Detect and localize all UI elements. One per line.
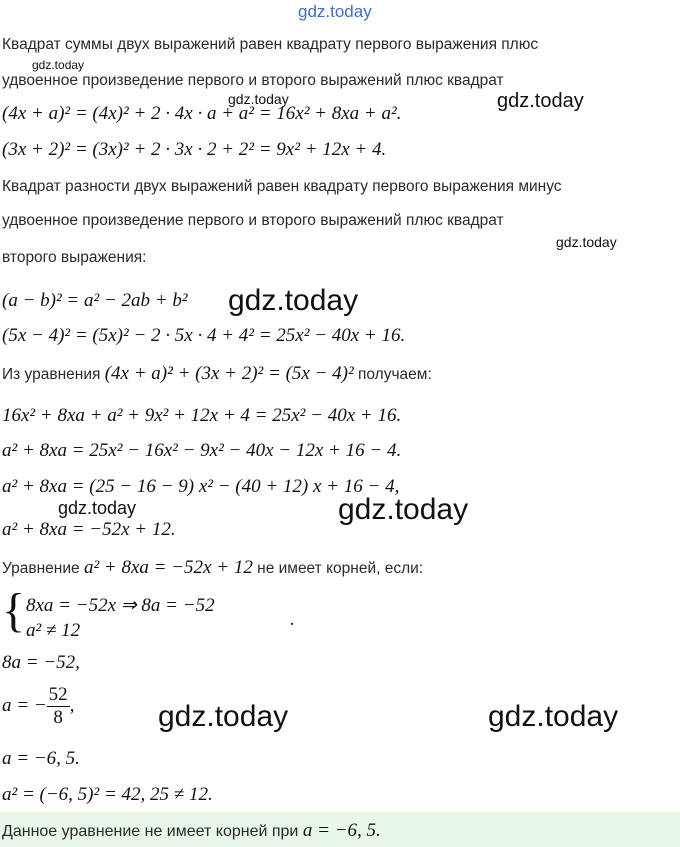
from-eq-math: (4x + a)² + (3x + 2)² = (5x − 4)² bbox=[104, 363, 354, 384]
text-line: Квадрат суммы двух выражений равен квадрату первого выражения плюс bbox=[2, 36, 539, 53]
equation-step: 16x² + 8xa + a² + 9x² + 12x + 4 = 25x² − 40x + 16. bbox=[2, 405, 402, 426]
eq-main-math: a² + 8xa = −52x + 12 bbox=[83, 557, 253, 578]
watermark-top: gdz.today bbox=[298, 2, 372, 21]
text-line: удвоенное произведение первого и второго выражений плюс квадрат bbox=[2, 212, 504, 229]
text-line: Квадрат разности двух выражений равен квадрату первого выражения минус bbox=[2, 178, 562, 195]
eq-suffix: не имеет корней, если: bbox=[257, 560, 424, 577]
equation-square-diff-2: (5x − 4)² = (5x)² − 2 · 5x · 4 + 4² = 25x² − 40x + 16. bbox=[2, 325, 406, 346]
fraction-denominator: 8 bbox=[53, 707, 63, 728]
equation-step: a² + 8xa = −52x + 12. bbox=[2, 519, 176, 540]
system-dot: . bbox=[290, 609, 295, 630]
fraction-tail: , bbox=[69, 694, 75, 716]
text-line: удвоенное произведение первого и второго выражений плюс квадрат bbox=[2, 72, 504, 89]
equation-step: 8a = −52, bbox=[2, 652, 80, 673]
equation-square-sum-2: (3x + 2)² = (3x)² + 2 · 3x · 2 + 2² = 9x² + 12x + 4. bbox=[2, 139, 387, 160]
from-eq-prefix: Из уравнения bbox=[2, 366, 101, 383]
answer-band bbox=[0, 812, 680, 847]
watermark-large: gdz.today bbox=[228, 284, 359, 317]
watermark-medium: gdz.today bbox=[497, 90, 584, 112]
equation-step: a² + 8xa = (25 − 16 − 9) x² − (40 + 12) x + 16 − 4, bbox=[2, 476, 400, 497]
equation-square-sum: (4x + a)² = (4x)² + 2 · 4x · a + a² = 16x² + 8xa + a². bbox=[2, 103, 402, 124]
equation-step: a = −6, 5. bbox=[2, 748, 80, 769]
system-line-2: a² ≠ 12 bbox=[26, 620, 81, 641]
watermark-small: gdz.today bbox=[228, 91, 289, 107]
system-brace-icon: { bbox=[2, 584, 26, 637]
fraction-equation bbox=[2, 684, 74, 729]
answer-prefix: Данное уравнение не имеет корней при bbox=[2, 823, 299, 840]
answer-text bbox=[2, 820, 381, 842]
watermark-small: gdz.today bbox=[32, 58, 85, 72]
watermark-large: gdz.today bbox=[338, 493, 469, 526]
equation-square-diff: (a − b)² = a² − 2ab + b² bbox=[2, 290, 188, 311]
from-eq-suffix: получаем: bbox=[358, 366, 432, 383]
text-line bbox=[2, 363, 432, 385]
fraction-lhs: a = − bbox=[2, 694, 47, 716]
eq-prefix: Уравнение bbox=[2, 560, 80, 577]
text-line: второго выражения: bbox=[2, 249, 147, 266]
watermark-small: gdz.today bbox=[58, 498, 137, 518]
fraction-numerator: 52 bbox=[48, 684, 68, 705]
fraction bbox=[47, 684, 70, 729]
watermark-large: gdz.today bbox=[488, 700, 619, 733]
equation-step: a² + 8xa = 25x² − 16x² − 9x² − 40x − 12x + 16 − 4. bbox=[2, 440, 402, 461]
text-line bbox=[2, 557, 423, 579]
equation-check: a² = (−6, 5)² = 42, 25 ≠ 12. bbox=[2, 784, 213, 805]
watermark-large: gdz.today bbox=[158, 700, 289, 733]
watermark-small: gdz.today bbox=[556, 234, 617, 250]
answer-value: a = −6, 5. bbox=[302, 820, 381, 841]
system-line-1: 8xa = −52x ⇒ 8a = −52 bbox=[26, 595, 215, 616]
